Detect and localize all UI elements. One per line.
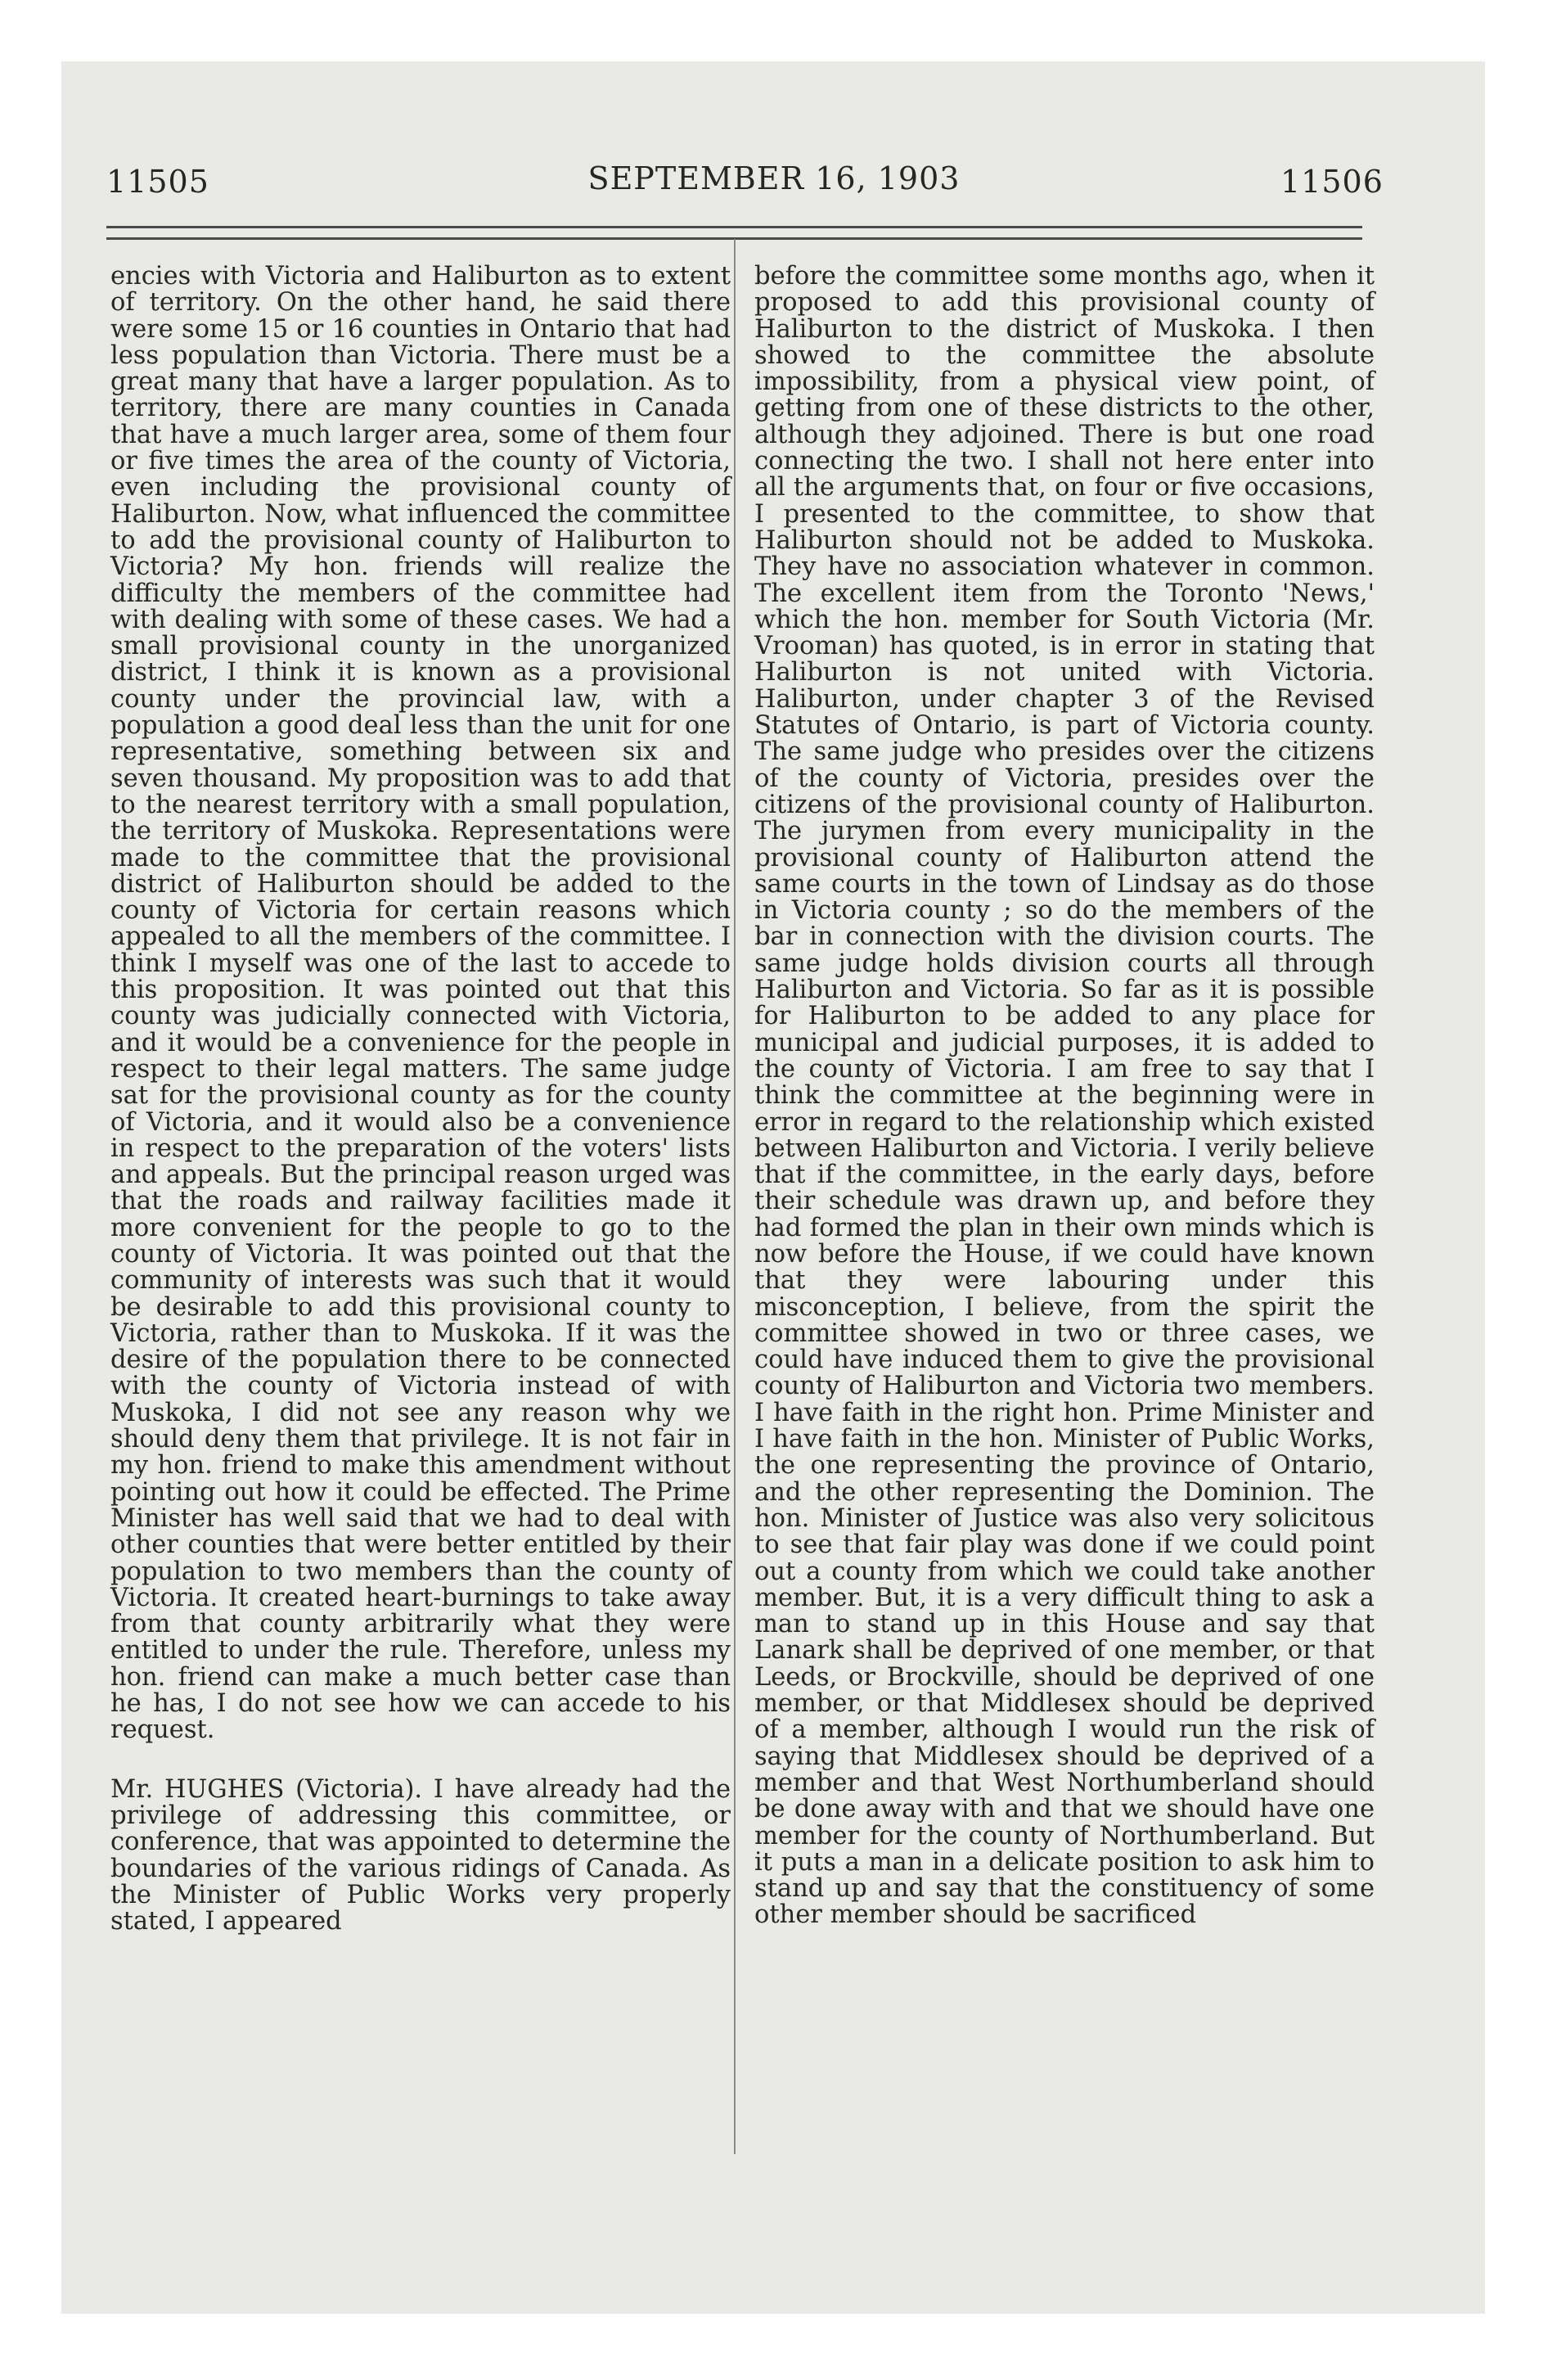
left-column [110,264,731,1935]
header-rule-top [106,226,1362,228]
page-number-right: 11506 [1280,164,1384,200]
column-divider [734,239,736,2154]
right-paragraph-1: before the committee some months ago, when it proposed to add this provisional county of Haliburton to the district of Muskoka. I then showed to the committee the absolute impossibility, from a physical view point, of getting from one of these districts to the other, although they adjoined. There is but one road connecting the two. I shall not here enter into all the arguments that, on four or five occasions, I presented to the committee, to show that Haliburton should not be added to Muskoka. They have no association whatever in common. The excellent item from the Toronto 'News,' which the hon. member for South Victoria (Mr. Vrooman) has quoted, is in error in stating that Haliburton is not united with Victoria. Haliburton, under chapter 3 of the Revised Statutes of Ontario, is part of Victoria county. The same judge who presides over the citizens of the county of Victoria, presides over the citizens of the provisional county of Haliburton. The jurymen from every municipality in the provisional county of Haliburton attend the same courts in the town of Lindsay as do those in Victoria county ; so do the members of the bar in connection with the division courts. The same judge holds division courts all through Haliburton and Victoria. So far as it is possible for Haliburton to be added to any place for municipal and judicial purposes, it is added to the county of Victoria. I am free to say that I think the committee at the beginning were in error in regard to the relationship which existed between Haliburton and Victoria. I verily believe that if the committee, in the early days, before their schedule was drawn up, and before they had formed the plan in their own minds which is now before the House, if we could have known that they were labouring under this misconception, I believe, from the spirit the committee showed in two or three cases, we could have induced them to give the provisional county of Haliburton and Victoria two members. I have faith in the right hon. Prime Minister and I have faith in the hon. Minister of Public Works, the one representing the province of Ontario, and the other representing the Dominion. The hon. Minister of Justice was also very solicitous to see that fair play was done if we could point out a county from which we could take another member. But, it is a very difficult thing to ask a man to stand up in this House and say that Lanark shall be deprived of one member, or that Leeds, or Brockville, should be deprived of one member, or that Middlesex should be deprived of a member, although I would run the risk of saying that Middlesex should be deprived of a member and that West Northumberland should be done away with and that we should have one member for the county of Northumberland. But it puts a man in a delicate position to ask him to stand up and say that the constituency of some other member should be sacrificed [754,262,1375,1930]
left-paragraph-1: encies with Victoria and Haliburton as to extent of territory. On the other hand, he said there were some 15 or 16 counties in Ontario that had less population than Victoria. There must be a great many that have a larger population. As to territory, there are many counties in Canada that have a much larger area, some of them four or five times the area of the county of Victoria, even including the provisional county of Haliburton. Now, what influenced the committee to add the provisional county of Haliburton to Victoria? My hon. friends will realize the difficulty the members of the committee had with dealing with some of these cases. We had a small provisional county in the unorganized district, I think it is known as a provisional county under the provincial law, with a population a good deal less than the unit for one representative, something between six and seven thousand. My proposition was to add that to the nearest territory with a small population, the territory of Muskoka. Representations were made to the committee that the provisional district of Haliburton should be added to the county of Victoria for certain reasons which appealed to all the members of the committee. I think I myself was one of the last to accede to this proposition. It was pointed out that this county was judicially connected with Victoria, and it would be a convenience for the people in respect to their legal matters. The same judge sat for the provisional county as for the county of Victoria, and it would also be a convenience in respect to the preparation of the voters' lists and appeals. But the principal reason urged was that the roads and railway facilities made it more convenient for the people to go to the county of Victoria. It was pointed out that the community of interests was such that it would be desirable to add this provisional county to Victoria, rather than to Muskoka. If it was the desire of the population there to be connected with the county of Victoria instead of with Muskoka, I did not see any reason why we should deny them that privilege. It is not fair in my hon. friend to make this amendment without pointing out how it could be effected. The Prime Minister has well said that we had to deal with other counties that were better entitled by their population to two members than the county of Victoria. It created heart-burnings to take away from that county arbitrarily what they were entitled to under the rule. Therefore, unless my hon. friend can make a much better case than he has, I do not see how we can accede to his request. [110,262,731,1745]
left-paragraph-2: Mr. HUGHES (Victoria). I have already had the privilege of addressing this committee, or conference, that was appointed to determine the boundaries of the various ridings of Canada. As the Minister of Public Works very properly stated, I appeared [110,1774,731,1936]
page-number-left: 11505 [106,164,209,200]
right-column [754,264,1375,1929]
page-date-heading: SEPTEMBER 16, 1903 [587,160,961,196]
